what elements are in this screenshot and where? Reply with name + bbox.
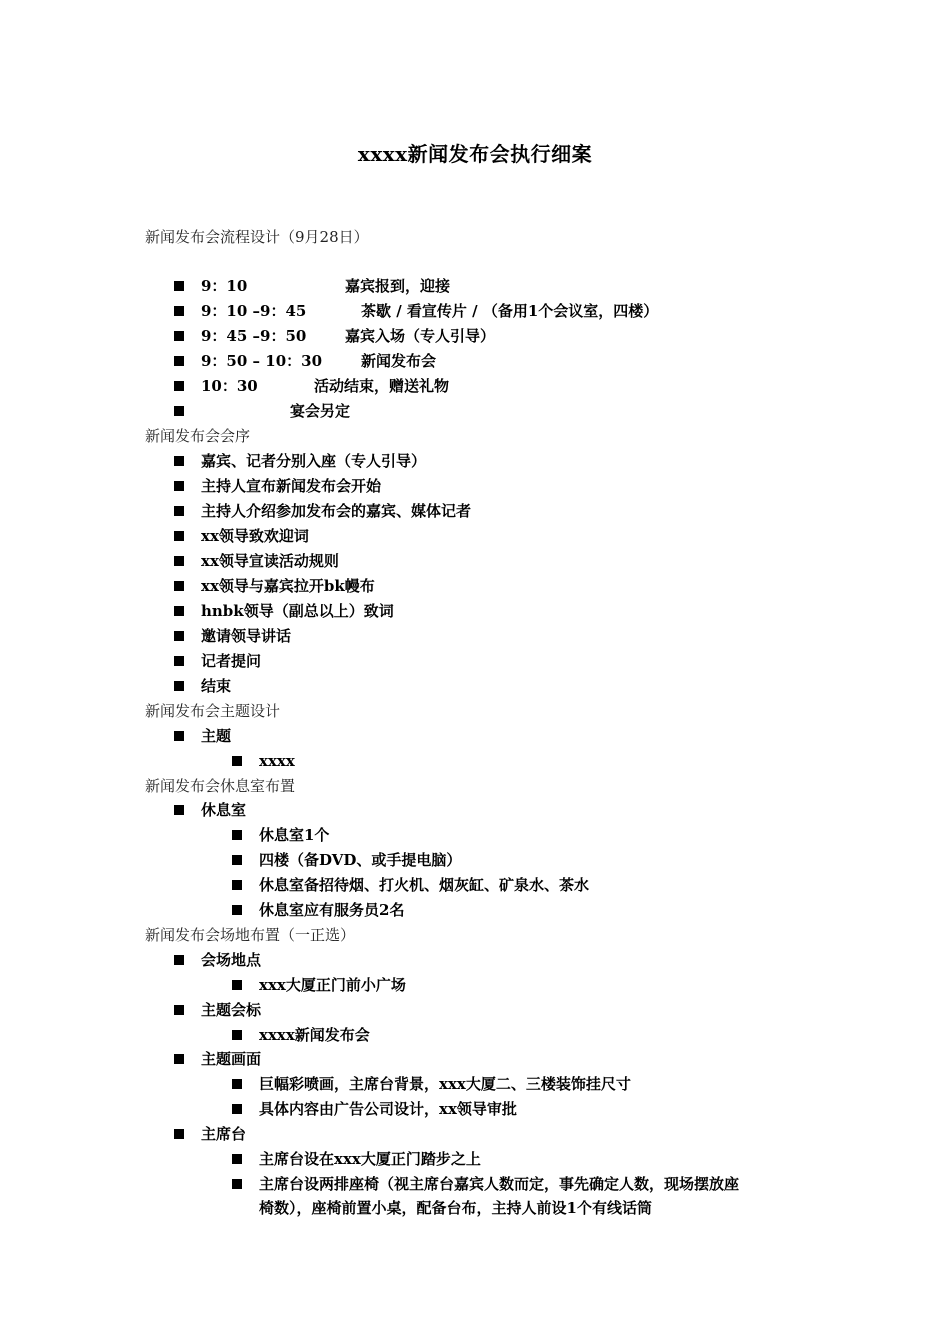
list-item-text: xxxx: [259, 752, 295, 770]
schedule-activity: 茶歇 / 看宣传片 / （备用1个会议室，四楼）: [361, 302, 659, 320]
list-item-text: 主题画面: [201, 1050, 262, 1068]
list-item-text: 主持人宣布新闻发布会开始: [201, 477, 382, 495]
list-item-text: xx领导与嘉宾拉开bk幔布: [201, 577, 375, 595]
list-item: [174, 948, 261, 973]
square-bullet-icon: [174, 1129, 184, 1139]
list-item: [174, 474, 381, 499]
square-bullet-icon: [174, 506, 184, 516]
list-item: [174, 324, 495, 349]
list-item-text: 主席台: [201, 1125, 247, 1143]
list-item: [174, 299, 658, 324]
square-bullet-icon: [174, 456, 184, 466]
list-item: [174, 574, 375, 599]
list-item: [174, 349, 436, 374]
square-bullet-icon: [232, 905, 242, 915]
square-bullet-icon: [232, 1154, 242, 1164]
section-heading-order: 新闻发布会会序: [145, 427, 251, 445]
schedule-time: 9：50 – 10：30: [201, 352, 323, 370]
square-bullet-icon: [174, 805, 184, 815]
schedule-activity: 新闻发布会: [361, 352, 437, 370]
list-item: [174, 374, 449, 399]
schedule-time: 9：45 –9：50: [201, 327, 307, 345]
square-bullet-icon: [232, 1030, 242, 1040]
square-bullet-icon: [174, 656, 184, 666]
square-bullet-icon: [174, 1005, 184, 1015]
square-bullet-icon: [174, 631, 184, 641]
list-item: [174, 549, 339, 574]
list-item-text: 嘉宾、记者分别入座（专人引导）: [201, 452, 427, 470]
list-item: [174, 524, 309, 549]
sub-list-item: [232, 1072, 631, 1097]
sub-list-item: [232, 848, 461, 873]
square-bullet-icon: [174, 1054, 184, 1064]
section-heading-flow: 新闻发布会流程设计（9月28日）: [145, 228, 369, 246]
list-item-text: 主席台设在xxx大厦正门踏步之上: [259, 1150, 481, 1168]
sub-list-item: [232, 1023, 370, 1048]
list-item-text: 结束: [201, 677, 232, 695]
list-item-text: 休息室应有服务员2名: [259, 901, 405, 919]
document-title: xxxx新闻发布会执行细案: [357, 142, 593, 166]
section-heading-lounge: 新闻发布会休息室布置: [145, 777, 296, 795]
list-item: [174, 499, 471, 524]
list-item: [174, 798, 246, 823]
list-item: [174, 1047, 261, 1072]
list-item-text: 主席台设两排座椅（视主席台嘉宾人数而定，事先确定人数，现场摆放座: [259, 1175, 740, 1193]
list-item-text: 休息室: [201, 801, 247, 819]
list-item-text: 主题: [201, 727, 232, 745]
square-bullet-icon: [232, 855, 242, 865]
sub-list-item: [232, 973, 406, 998]
square-bullet-icon: [232, 756, 242, 766]
square-bullet-icon: [174, 581, 184, 591]
list-item: [174, 649, 261, 674]
section-heading-venue: 新闻发布会场地布置（一正选）: [145, 926, 356, 944]
sub-list-item: [232, 873, 589, 898]
list-item: [174, 624, 291, 649]
list-item: [174, 599, 394, 624]
square-bullet-icon: [174, 731, 184, 741]
list-item: [174, 724, 231, 749]
square-bullet-icon: [174, 481, 184, 491]
square-bullet-icon: [174, 406, 184, 416]
list-item-text: 休息室备招待烟、打火机、烟灰缸、矿泉水、茶水: [259, 876, 590, 894]
list-item-text: xxx大厦正门前小广场: [259, 976, 406, 994]
square-bullet-icon: [232, 1079, 242, 1089]
square-bullet-icon: [174, 955, 184, 965]
square-bullet-icon: [174, 606, 184, 616]
square-bullet-icon: [174, 331, 184, 341]
square-bullet-icon: [232, 880, 242, 890]
square-bullet-icon: [174, 356, 184, 366]
list-item-text: 具体内容由广告公司设计，xx领导审批: [259, 1100, 517, 1118]
square-bullet-icon: [174, 281, 184, 291]
square-bullet-icon: [174, 681, 184, 691]
list-item-text: 休息室1个: [259, 826, 330, 844]
section-heading-theme: 新闻发布会主题设计: [145, 702, 281, 720]
schedule-activity: 活动结束，赠送礼物: [314, 377, 450, 395]
sub-list-item: [232, 898, 404, 923]
list-item-continuation: 椅数），座椅前置小桌，配备台布，主持人前设1个有线话筒: [259, 1199, 652, 1217]
list-item: [174, 449, 426, 474]
sub-list-item: [232, 1172, 739, 1197]
square-bullet-icon: [232, 1179, 242, 1189]
list-item: [174, 1122, 246, 1147]
square-bullet-icon: [232, 980, 242, 990]
square-bullet-icon: [232, 1104, 242, 1114]
list-item-text: 主题会标: [201, 1001, 262, 1019]
list-item-text: hnbk领导（副总以上）致词: [201, 602, 394, 620]
list-item-text: 主持人介绍参加发布会的嘉宾、媒体记者: [201, 502, 472, 520]
sub-list-item: [232, 1147, 481, 1172]
square-bullet-icon: [174, 531, 184, 541]
schedule-activity: 嘉宾入场（专人引导）: [345, 327, 496, 345]
list-item-text: 巨幅彩喷画，主席台背景，xxx大厦二、三楼装饰挂尺寸: [259, 1075, 631, 1093]
sub-list-item: [232, 823, 329, 848]
list-item: [174, 998, 261, 1023]
schedule-time: 9：10 –9：45: [201, 302, 307, 320]
list-item-text: xx领导致欢迎词: [201, 527, 309, 545]
schedule-activity: 嘉宾报到，迎接: [345, 277, 451, 295]
list-item-text: xxxx新闻发布会: [259, 1026, 370, 1044]
schedule-time: 10：30: [201, 377, 258, 395]
list-item: [174, 399, 350, 424]
list-item-text: 记者提问: [201, 652, 262, 670]
list-item: [174, 274, 450, 299]
list-item-text: 四楼（备DVD、或手提电脑）: [259, 851, 462, 869]
square-bullet-icon: [174, 556, 184, 566]
list-item-text: xx领导宣读活动规则: [201, 552, 339, 570]
list-item: [174, 674, 231, 699]
list-item-text: 会场地点: [201, 951, 262, 969]
square-bullet-icon: [174, 381, 184, 391]
schedule-time: 9：10: [201, 277, 248, 295]
sub-list-item: [232, 1097, 517, 1122]
square-bullet-icon: [232, 830, 242, 840]
square-bullet-icon: [174, 306, 184, 316]
sub-list-item: [232, 749, 295, 774]
schedule-activity: 宴会另定: [290, 402, 351, 420]
list-item-text: 邀请领导讲话: [201, 627, 292, 645]
